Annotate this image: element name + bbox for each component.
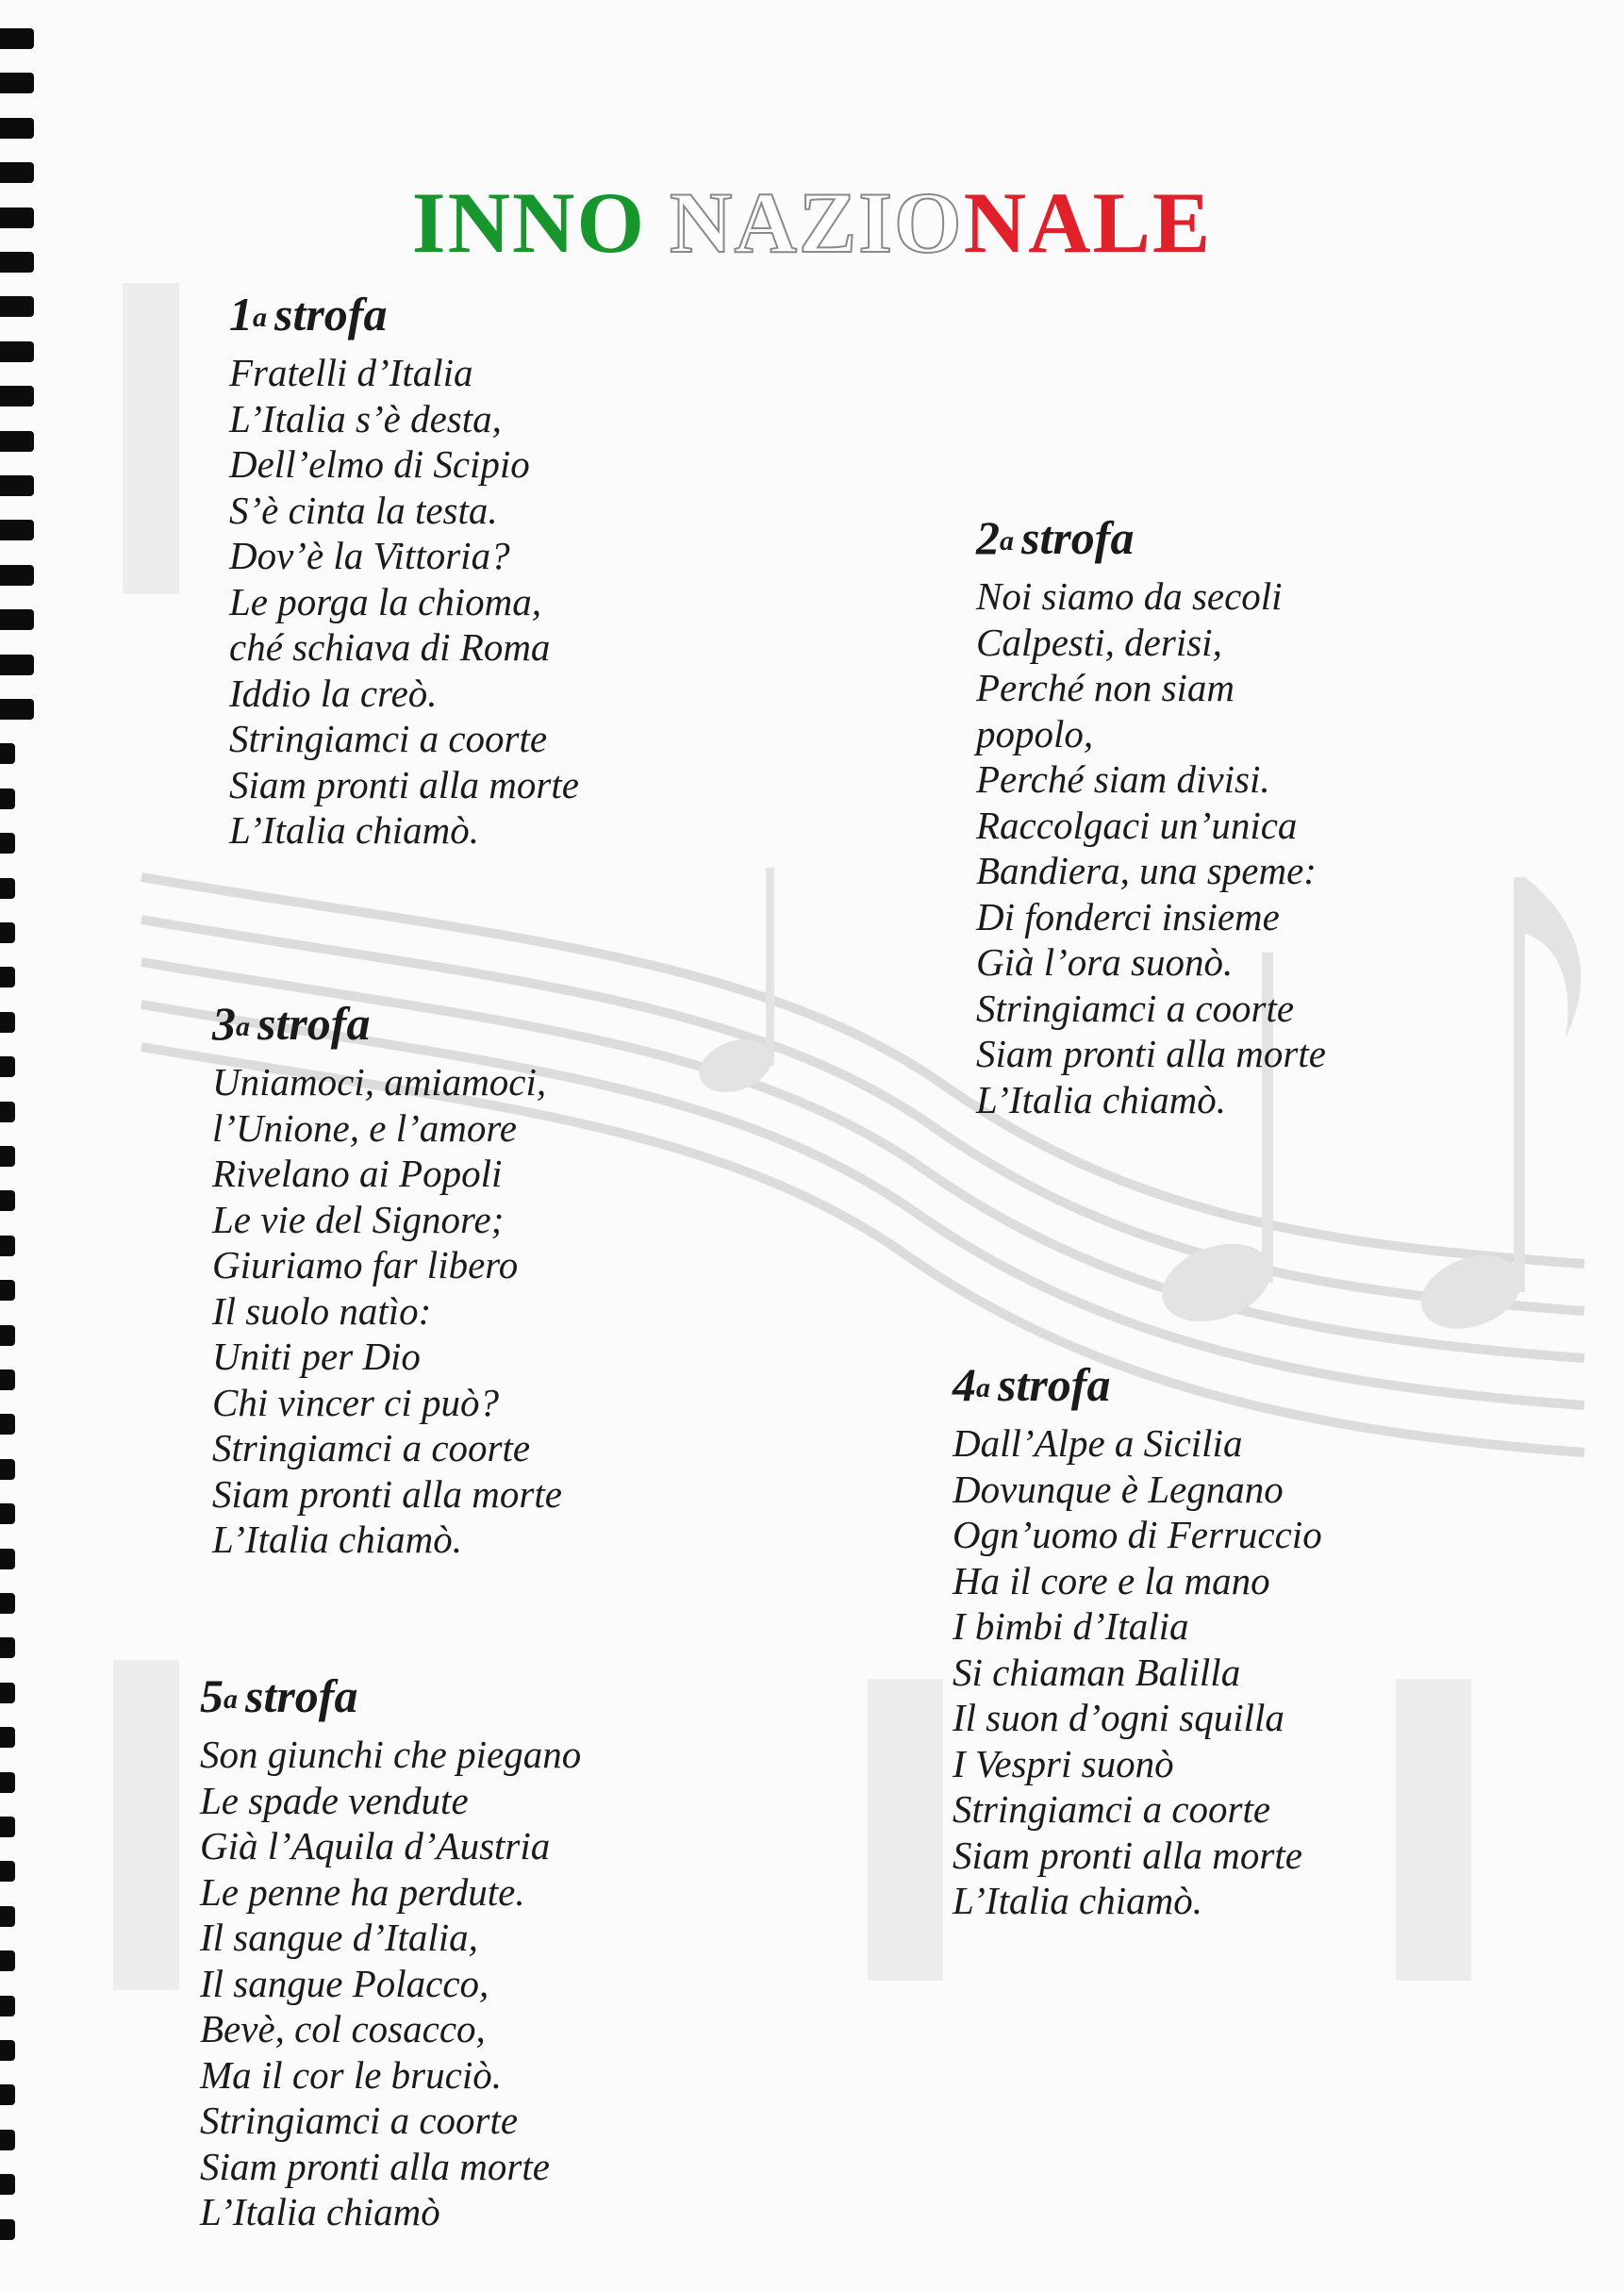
verse-line: popolo, (976, 711, 1094, 755)
verse-line: L’Italia chiamò. (976, 1077, 1226, 1121)
verse-line: L’Italia chiamò. (212, 1518, 462, 1561)
verse-line: S’è cinta la testa. (229, 488, 498, 532)
verse-line: Si chiaman Balilla (953, 1650, 1241, 1694)
verse-line: Dovunque è Legnano (953, 1467, 1284, 1511)
verse-line: Dell’elmo di Scipio (229, 442, 530, 486)
binding-ring (0, 431, 34, 452)
verse-line: L’Italia chiamò. (229, 808, 479, 852)
stanza-1 (229, 286, 579, 854)
binding-ring (0, 1637, 15, 1658)
verse-line: Ha il core e la mano (953, 1558, 1270, 1602)
title-part-red: NALE (963, 174, 1213, 271)
stanza-word: strofa (1021, 511, 1135, 564)
verse-line: Perché non siam (976, 666, 1235, 709)
verse-line: Il sangue Polacco, (200, 1961, 489, 2005)
binding-ring (0, 341, 34, 362)
verse-line: Bevè, col cosacco, (200, 2007, 486, 2050)
verse-line: Siam pronti alla morte (976, 1032, 1326, 1075)
verse-line: Stringiamci a coorte (200, 2099, 519, 2142)
verse-line: ché schiava di Roma (229, 625, 551, 669)
verse-line: Stringiamci a coorte (212, 1426, 531, 1469)
verse-line: Siam pronti alla morte (200, 2144, 550, 2188)
stanza-number: 4 (953, 1358, 976, 1411)
stanza-heading (212, 995, 562, 1052)
stanza-5 (200, 1668, 581, 2235)
binding-ring (0, 833, 15, 854)
stanza-lines (953, 1420, 1322, 1924)
binding-ring (0, 1056, 15, 1077)
verse-line: Chi vincer ci può? (212, 1380, 500, 1424)
verse-line: Dov’è la Vittoria? (229, 534, 510, 577)
binding-ring (0, 296, 34, 317)
binding-ring (0, 699, 34, 720)
spiral-binding (0, 28, 57, 2264)
stanza-lines (229, 350, 579, 854)
binding-ring (0, 118, 34, 139)
verse-line: Calpesti, derisi, (976, 620, 1222, 664)
verse-line: Il suolo natìo: (212, 1288, 432, 1333)
binding-ring (0, 1727, 15, 1748)
verse-line: I bimbi d’Italia (953, 1604, 1189, 1648)
binding-ring (0, 2040, 15, 2061)
stanza-3 (212, 995, 562, 1563)
binding-ring (0, 1503, 15, 1524)
verse-line: Siam pronti alla morte (212, 1471, 562, 1516)
verse-line: Ogn’uomo di Ferruccio (953, 1513, 1322, 1556)
verse-line: Siam pronti alla morte (229, 762, 579, 806)
binding-ring (0, 1190, 15, 1211)
title-part-white: NAZIO (670, 174, 964, 271)
verse-line: Rivelano ai Popoli (212, 1152, 503, 1195)
binding-ring (0, 475, 34, 496)
verse-line: Stringiamci a coorte (229, 717, 548, 760)
binding-ring (0, 609, 34, 630)
binding-ring (0, 1236, 15, 1256)
verse-line: Dall’Alpe a Sicilia (953, 1421, 1243, 1465)
stanza-lines (212, 1059, 562, 1563)
verse-line: Son giunchi che piegano (200, 1733, 582, 1776)
verse-line: Noi siamo da secoli (976, 574, 1283, 618)
binding-ring (0, 565, 34, 586)
verse-line: Bandiera, una speme: (976, 849, 1317, 892)
verse-line: Già l’Aquila d’Austria (200, 1824, 551, 1867)
verse-line: Uniamoci, amiamoci, (212, 1060, 547, 1104)
verse-line: Stringiamci a coorte (976, 986, 1295, 1030)
binding-ring (0, 788, 15, 809)
page-title (0, 174, 1624, 271)
stanza-heading (229, 286, 579, 342)
binding-ring (0, 1102, 15, 1122)
stanza-word: strofa (274, 288, 388, 340)
binding-ring (0, 743, 15, 764)
stanza-number: 5 (200, 1669, 224, 1722)
verse-line: Raccolgaci un’unica (976, 803, 1298, 847)
verse-line: Stringiamci a coorte (953, 1787, 1271, 1831)
binding-ring (0, 2130, 15, 2150)
verse-line: Uniti per Dio (212, 1335, 421, 1378)
stanza-4 (953, 1356, 1322, 1924)
stanza-word: strofa (257, 997, 371, 1050)
verse-line: Già l’ora suonò. (976, 940, 1234, 984)
verse-line: Siam pronti alla morte (953, 1833, 1302, 1877)
binding-ring (0, 655, 34, 675)
stanza-ordinal-superscript: a (1000, 525, 1014, 556)
verse-line: Le spade vendute (200, 1778, 469, 1822)
stanza-lines (200, 1732, 581, 2235)
stanza-ordinal-superscript: a (253, 302, 267, 333)
stanza-lines (976, 573, 1326, 1122)
binding-ring (0, 1996, 15, 2016)
verse-line: L’Italia chiamò (200, 2190, 440, 2233)
stanza-number: 3 (212, 997, 236, 1050)
binding-ring (0, 967, 15, 987)
stanza-word: strofa (998, 1358, 1111, 1411)
binding-ring (0, 878, 15, 899)
verse-line: Di fonderci insieme (976, 894, 1280, 938)
binding-ring (0, 1414, 15, 1435)
verse-line: l’Unione, e l’amore (212, 1105, 517, 1150)
verse-line: L’Italia chiamò. (953, 1879, 1202, 1922)
binding-ring (0, 2084, 15, 2105)
verse-line: Il sangue d’Italia, (200, 1916, 478, 1959)
stanza-number: 1 (229, 288, 253, 340)
binding-ring (0, 2219, 15, 2240)
binding-ring (0, 1906, 15, 1927)
stanza-2 (976, 509, 1326, 1122)
binding-ring (0, 1593, 15, 1614)
binding-ring (0, 1325, 15, 1346)
binding-ring (0, 2174, 15, 2195)
title-part-green: INNO (411, 174, 671, 271)
binding-ring (0, 1369, 15, 1390)
verse-line: Fratelli d’Italia (229, 351, 473, 394)
binding-ring (0, 386, 34, 407)
binding-ring (0, 1549, 15, 1569)
stanza-ordinal-superscript: a (236, 1011, 250, 1042)
verse-line: Iddio la creò. (229, 671, 438, 715)
binding-ring (0, 520, 34, 540)
stanza-ordinal-superscript: a (224, 1684, 238, 1715)
verse-line: Giuriamo far libero (212, 1243, 519, 1286)
binding-ring (0, 1280, 15, 1301)
stanza-word: strofa (245, 1669, 358, 1722)
binding-ring (0, 1817, 15, 1837)
binding-ring (0, 1861, 15, 1882)
stanza-ordinal-superscript: a (976, 1372, 990, 1403)
binding-ring (0, 1683, 15, 1703)
stanza-heading (953, 1356, 1322, 1413)
verse-line: Le porga la chioma, (229, 579, 542, 623)
binding-ring (0, 922, 15, 943)
verse-line: I Vespri suonò (953, 1741, 1174, 1785)
verse-line: Ma il cor le bruciò. (200, 2052, 502, 2097)
binding-ring (0, 73, 34, 93)
stanza-number: 2 (976, 511, 1000, 564)
binding-ring (0, 1146, 15, 1167)
binding-ring (0, 28, 34, 49)
verse-line: Le vie del Signore; (212, 1197, 505, 1241)
verse-line: L’Italia s’è desta, (229, 396, 502, 440)
binding-ring (0, 1012, 15, 1033)
binding-ring (0, 1950, 15, 1971)
verse-line: Il suon d’ogni squilla (953, 1696, 1284, 1739)
binding-ring (0, 1772, 15, 1793)
verse-line: Perché siam divisi. (976, 757, 1270, 801)
stanza-heading (976, 509, 1326, 566)
binding-ring (0, 1459, 15, 1480)
stanza-heading (200, 1668, 581, 1724)
verse-line: Le penne ha perdute. (200, 1869, 525, 1914)
